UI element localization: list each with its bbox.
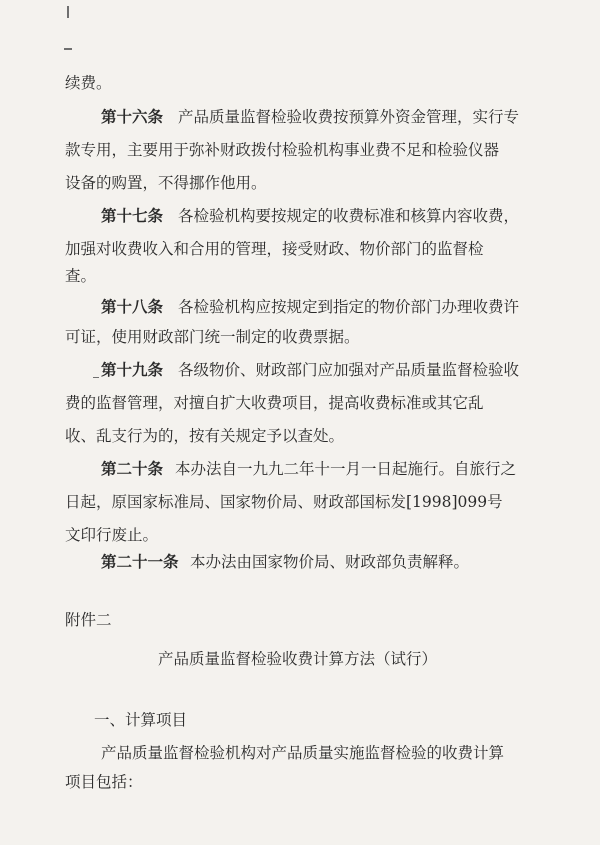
text-line: 本办法自一九九二年十一月一日起施行。自旅行之 [175, 460, 517, 478]
text-line: 文印行废止。 [65, 526, 159, 544]
text-line: 各级物价、财政部门应加强对产品质量监督检验收 [178, 361, 520, 379]
text-line: 设备的购置，不得挪作他用。 [65, 174, 267, 192]
text-line: 产品质量监督检验收费按预算外资金管理，实行专 [178, 108, 520, 126]
article-20-heading: 第二十条 [101, 459, 164, 478]
attachment-label: 附件二 [65, 611, 112, 629]
attachment-title: 产品质量监督检验收费计算方法（试行） [158, 650, 438, 668]
text-line: 续费。 [65, 74, 112, 92]
scan-speck [93, 377, 99, 378]
text-line: 项目包括： [65, 773, 143, 791]
text-line: 款专用，主要用于弥补财政拨付检验机构事业费不足和检验仪器 [65, 141, 500, 159]
text-line: 费的监督管理，对擅自扩大收费项目，提高收费标准或其它乱 [65, 394, 484, 412]
article-16-heading: 第十六条 [101, 107, 164, 126]
article-21-heading: 第二十一条 [101, 552, 179, 571]
text-line: 可证，使用财政部门统一制定的收费票据。 [65, 328, 360, 346]
text-line: 收、乱支行为的，按有关规定予以查处。 [65, 427, 345, 445]
section-heading: 一、计算项目 [94, 711, 188, 729]
scan-speck [67, 6, 69, 18]
text-line: 日起，原国家标准局、国家物价局、财政部国标发[1998]099号 [65, 493, 503, 511]
article-18-heading: 第十八条 [101, 297, 164, 316]
text-line: 各检验机构应按规定到指定的物价部门办理收费许 [178, 298, 520, 316]
text-line: 查。 [65, 267, 97, 285]
text-line: 加强对收费收入和合用的管理，接受财政、物价部门的监督检 [65, 240, 484, 258]
text-line: 本办法由国家物价局、财政部负责解释。 [190, 553, 470, 571]
scan-speck [64, 48, 72, 50]
text-line: 各检验机构要按规定的收费标准和核算内容收费， [178, 207, 520, 225]
article-19-heading: 第十九条 [101, 360, 164, 379]
text-line: 产品质量监督检验机构对产品质量实施监督检验的收费计算 [101, 744, 505, 762]
article-17-heading: 第十七条 [101, 206, 164, 225]
